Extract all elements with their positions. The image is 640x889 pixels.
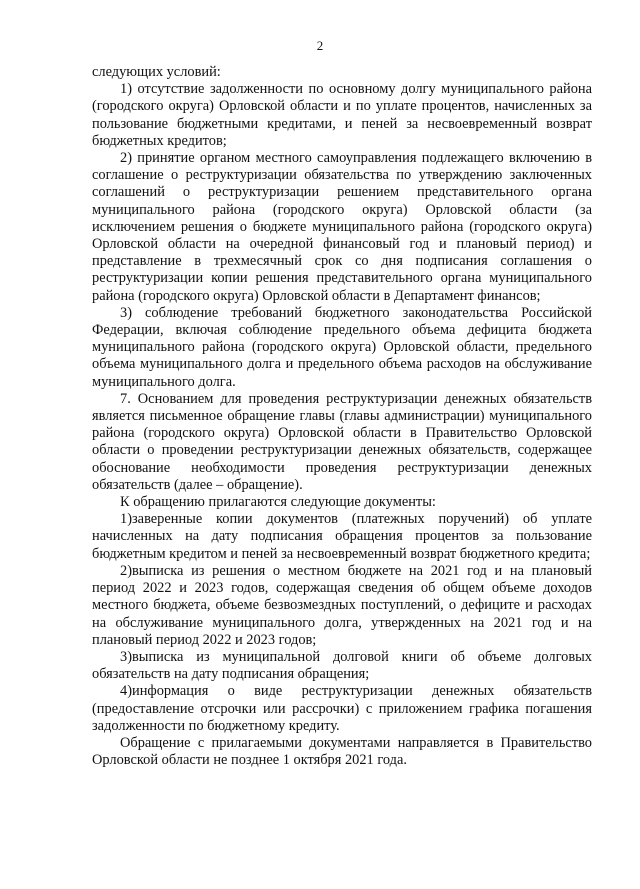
list-item-number: 3) <box>120 648 132 665</box>
list-item-4 <box>92 683 592 735</box>
list-item-2 <box>92 563 592 649</box>
list-item-number: 1) <box>120 511 132 528</box>
list-item-number: 4) <box>120 683 132 700</box>
paragraph-submission-deadline: Обращение с прилагаемыми документами направляется в Правительство Орловской области не позднее 1 октября 2021 года. <box>92 734 592 769</box>
list-item-text: заверенные копии документов (платежных поручений) об уплате начисленных на дату подписания обращения процентов за пользование бюджетным кредитом и пеней за несвоевременный возврат бюджетного кредита; <box>92 511 592 562</box>
page-number: 2 <box>316 38 324 53</box>
paragraph-condition-1: 1) отсутствие задолженности по основному долгу муниципального района (городского округа) Орловской области и по уплате процентов, начисленных за пользование бюджетными кредитами, и пеней за несвоевременный возврат бюджетных кредитов; <box>92 81 592 149</box>
list-item-text: выписка из решения о местном бюджете на 2021 год и на плановый период 2022 и 2023 годов, содержащая сведения об общем объеме доходов местного бюджета, объеме безвозмездных поступлений, о дефиците и расходах на обслуживание муниципального долга, утвержденных на 2021 год и на плановый период 2022 и 2023 годов; <box>92 562 592 648</box>
list-item-text: информация о виде реструктуризации денежных обязательств (предоставление отсрочки или рассрочки) с приложением графика погашения задолженности по бюджетному кредиту. <box>92 683 592 734</box>
document-body <box>92 64 592 769</box>
list-item-number: 2) <box>120 562 132 579</box>
paragraph-condition-3: 3) соблюдение требований бюджетного законодательства Российской Федерации, включая соблюдение предельного объема дефицита бюджета муниципального района (городского округа) Орловской области, предельного объема муниципального долга и предельного объема расходов на обслуживание муниципального долга. <box>92 304 592 390</box>
list-item-1 <box>92 511 592 563</box>
paragraph-intro: следующих условий: <box>92 64 221 80</box>
list-item-3 <box>92 649 592 683</box>
paragraph-documents-intro: К обращению прилагаются следующие документы: <box>120 494 436 511</box>
list-item-text: выписка из муниципальной долговой книги об объеме долговых обязательств на дату подписания обращения; <box>92 648 592 683</box>
paragraph-section-7: 7. Основанием для проведения реструктуризации денежных обязательств является письменное обращение главы (главы администрации) муниципального района (городского округа) Орловской области в Правительство Орловской области о проведении реструктуризации денежных обязательств, содержащее обоснование необходимости проведения реструктуризации денежных обязательств (далее – обращение). <box>92 390 592 493</box>
paragraph-condition-2: 2) принятие органом местного самоуправления подлежащего включению в соглашение о реструктуризации обязательства по утверждению заключенных соглашений о реструктуризации решением представительного органа муниципального района (городского округа) Орловской области (за исключением решения о бюджете муниципального района (городского округа) Орловской области на очередной финансовый год и плановый период) и представление в трехмесячный срок со дня подписания соглашения о реструктуризации копии решения представительного органа муниципального района (городского округа) Орловской области в Департамент финансов; <box>92 150 592 304</box>
